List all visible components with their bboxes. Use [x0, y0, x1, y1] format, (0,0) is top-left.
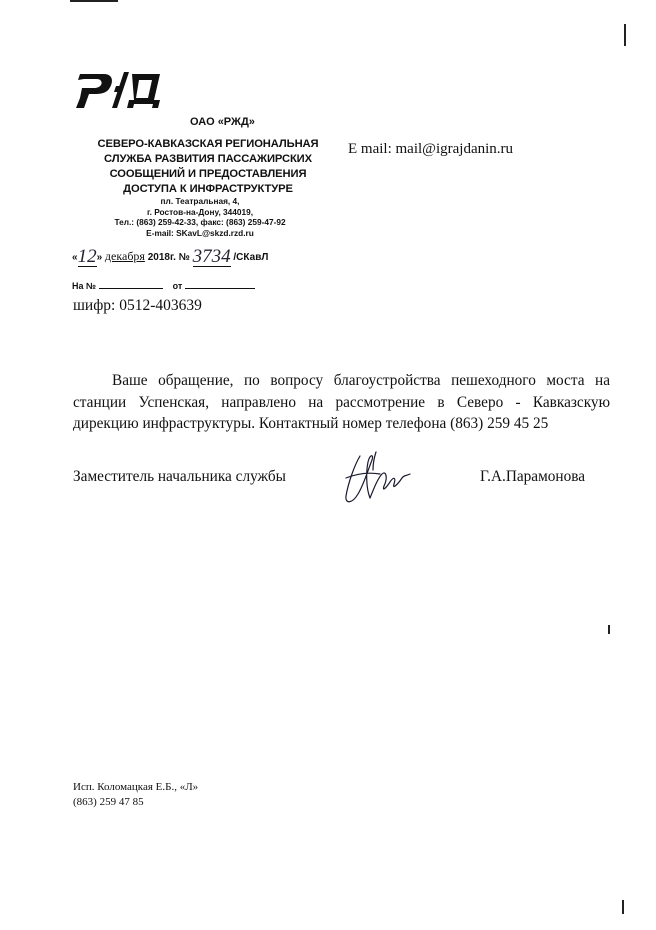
cipher: шифр: 0512-403639 [73, 297, 202, 314]
close-quote: » [96, 252, 103, 263]
executor-phone: (863) 259 47 85 [73, 796, 144, 808]
reference-line [72, 279, 255, 291]
org-address [100, 196, 300, 238]
address-line: пл. Театральная, 4, [160, 196, 240, 206]
scan-mark-bottom-right [622, 900, 624, 914]
executor-name: Исп. Коломацкая Е.Б., «Л» [73, 781, 199, 793]
org-line: ДОСТУПА К ИНФРАСТРУКТУРЕ [123, 183, 293, 195]
org-full-name [84, 137, 332, 197]
email-line: E-mail: SKavL@skzd.rzd.ru [146, 227, 254, 238]
ref-no-blank [99, 279, 163, 289]
ref-no-label: На № [72, 281, 97, 291]
open-quote: « [72, 252, 78, 263]
registration-suffix: /СКавЛ [233, 252, 269, 263]
registration-month: декабря [104, 249, 145, 263]
org-short-name: ОАО «РЖД» [190, 116, 255, 128]
ref-from-blank [185, 279, 255, 289]
signatory-name: Г.А.Парамонова [480, 468, 586, 485]
registration-year: 2018г. № [147, 252, 190, 263]
registration-day: 12 [77, 246, 97, 267]
executor-info [73, 780, 198, 810]
phone-line: Тел.: (863) 259-42-33, факс: (863) 259-47-92 [114, 217, 286, 227]
registration-line [72, 244, 268, 267]
org-line: СЛУЖБА РАЗВИТИЯ ПАССАЖИРСКИХ [104, 153, 312, 165]
registration-number: 3734 [192, 246, 231, 267]
scan-mark-side [608, 625, 610, 634]
letter-body: Ваше обращение, по вопросу благоустройства пешеходного моста на станции Успенская, направлено на рассмотрение в Северо - Кавказскую дирекцию инфраструктуры. Контактный номер телефона (863) 259 45 25 [73, 372, 610, 432]
scan-mark-top-left [70, 0, 118, 2]
rzd-logo [74, 64, 166, 112]
ref-from-label: от [172, 281, 183, 291]
scan-mark-top-right [624, 24, 626, 46]
signatory-title: Заместитель начальника службы [73, 468, 286, 485]
recipient-email: E mail: mail@igrajdanin.ru [348, 141, 514, 157]
org-line: СООБЩЕНИЙ И ПРЕДОСТАВЛЕНИЯ [109, 168, 307, 180]
org-line: СЕВЕРО-КАВКАЗСКАЯ РЕГИОНАЛЬНАЯ [97, 138, 319, 150]
handwritten-signature [340, 448, 416, 512]
address-line: г. Ростов-на-Дону, 344019, [146, 206, 254, 217]
